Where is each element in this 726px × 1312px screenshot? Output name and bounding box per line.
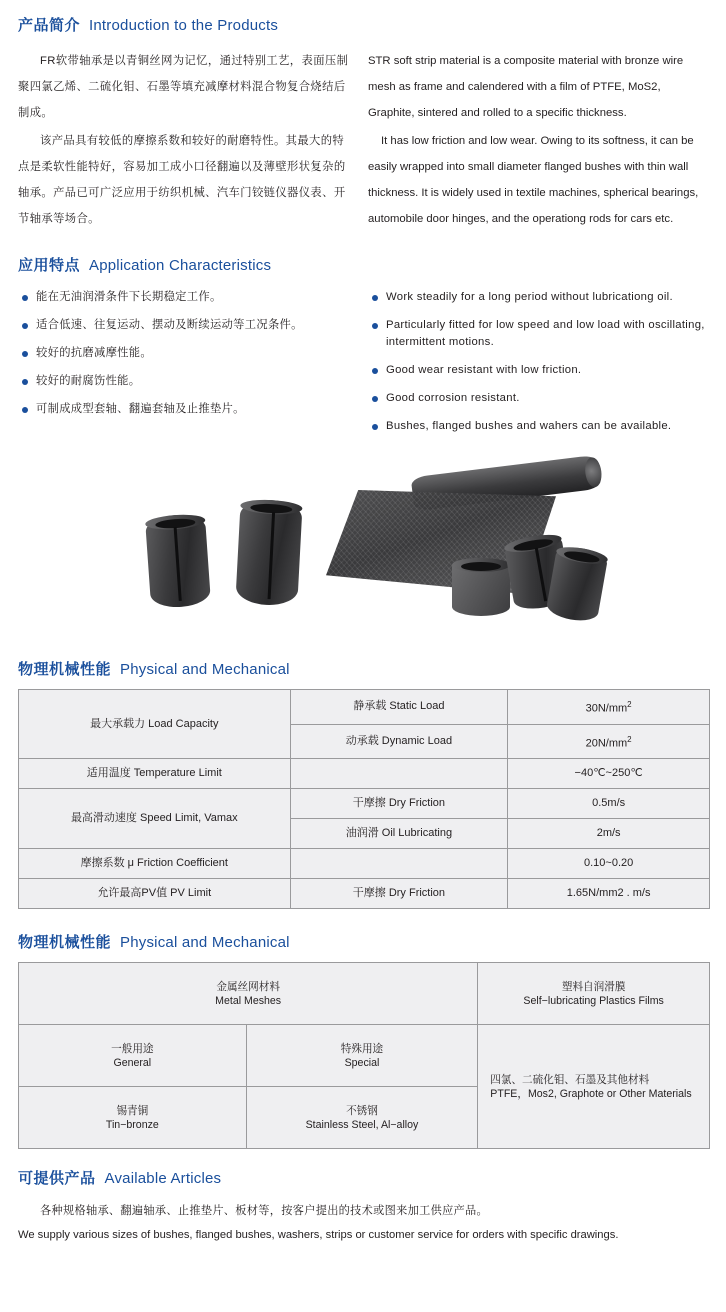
- section-heading-introduction: [0, 0, 726, 35]
- table-row: [19, 963, 710, 1025]
- table-row: [19, 690, 710, 725]
- bullet-dot-icon: [372, 295, 378, 301]
- list-item: [372, 317, 706, 351]
- bullet-dot-icon: [22, 407, 28, 413]
- table-cell-value: 1.65N/mm2 . m/s: [508, 879, 710, 909]
- table-cell-condition: 静承载 Static Load: [290, 690, 508, 725]
- table-cell-value: $30N/mm^2$: [508, 690, 710, 725]
- available-articles-en: We supply various sizes of bushes, flanged bushes, washers, strips or customer service for orders with specific drawings.: [18, 1229, 619, 1242]
- list-item-label: Good wear resistant with low friction.: [386, 364, 582, 376]
- list-item: [22, 289, 356, 306]
- section-heading-application: [0, 254, 726, 275]
- list-item-label: 较好的耐腐饬性能。: [36, 375, 141, 387]
- table-cell-property: 允许最高PV值 PV Limit: [19, 879, 291, 909]
- table-cell-condition: [290, 849, 508, 879]
- physical-properties-table: [18, 689, 710, 909]
- list-item: [22, 373, 356, 390]
- table-cell-plastics-film: 塑料自润滑膜 Self−lubricating Plastics Films: [478, 963, 710, 1025]
- table-cell-value: $20N/mm^2$: [508, 724, 710, 759]
- section-heading-en: Physical and Mechanical: [120, 661, 290, 678]
- introduction-en-paragraph: STR soft strip material is a composite material with bronze wire mesh as frame and calendered with a film of PTFE, MoS2, Graphite, sintered and rolled to a specific thickness.: [368, 55, 684, 119]
- table-row: [19, 849, 710, 879]
- application-characteristics: [0, 289, 726, 446]
- section-heading-physical-1: [0, 658, 726, 679]
- list-item-label: Work steadily for a long period without lubricationg oil.: [386, 291, 673, 303]
- table-cell-materials-list: 四氯、二硫化钼、石墨及其他材料 PTFE，Mos2, Graphote or Other Materials: [478, 1025, 710, 1149]
- table-row: [19, 789, 710, 819]
- list-item: [372, 362, 706, 379]
- section-heading-available-articles: [0, 1167, 726, 1188]
- section-heading-cn: 应用特点: [18, 257, 81, 274]
- section-heading-cn: 物理机械性能: [18, 661, 112, 678]
- list-item-label-continued: intermittent motions.: [386, 336, 495, 348]
- bullet-dot-icon: [372, 424, 378, 430]
- app-chars-en-list: [372, 289, 706, 446]
- table-cell-tin-bronze: 锡青铜 Tin−bronze: [19, 1087, 247, 1149]
- table-cell-value: −40℃~250℃: [508, 759, 710, 789]
- table-cell-condition: 干摩擦 Dry Friction: [290, 879, 508, 909]
- list-item-label: 可制成成型套轴、翻遍套轴及止推垫片。: [36, 403, 245, 415]
- table-cell-metal-meshes: 金属丝网材料 Metal Meshes: [19, 963, 478, 1025]
- table-cell-condition: 干摩擦 Dry Friction: [290, 789, 508, 819]
- section-heading-en: Introduction to the Products: [89, 17, 279, 34]
- list-item: [372, 418, 706, 435]
- available-articles-cn: 各种规格轴承、翻遍轴承、止推垫片、板材等，按客户提出的技术或图来加工供应产品。: [40, 1205, 489, 1218]
- list-item-label: Bushes, flanged bushes and wahers can be available.: [386, 420, 672, 432]
- table-cell-stainless-steel: 不锈钢 Stainless Steel, Al−alloy: [246, 1087, 478, 1149]
- mesh-bush-photo: [545, 544, 609, 624]
- introduction-en-paragraph: It has low friction and low wear. Owing to its softness, it can be easily wrapped into small diameter flanged bushes with thin wall thickness. It is widely used in textile machines, spherical bearings, automobile door hinges, and the operationg rods for cars etc.: [368, 135, 699, 225]
- bullet-dot-icon: [372, 396, 378, 402]
- table-cell-condition: 油润滑 Oil Lubricating: [290, 819, 508, 849]
- mesh-bush-photo: [452, 558, 510, 616]
- section-heading-cn: 可提供产品: [18, 1170, 96, 1188]
- introduction-cn-paragraph: FR软带轴承是以青铜丝网为记忆，通过特别工艺，表面压制聚四氯乙烯、二硫化钼、石墨等填充减摩材料混合物复合烧结后制成。: [18, 55, 349, 119]
- list-item-label: 能在无油润滑条件下长期稳定工作。: [36, 291, 222, 303]
- product-photo: [0, 458, 726, 658]
- table-cell-property: 最大承载力 Load Capacity: [19, 690, 291, 759]
- table-cell-value: 2m/s: [508, 819, 710, 849]
- table-cell-condition: [290, 759, 508, 789]
- flanged-bush-photo: [145, 513, 211, 609]
- table-cell-property: 摩擦系数 μ Friction Coefficient: [19, 849, 291, 879]
- bullet-dot-icon: [22, 295, 28, 301]
- bullet-dot-icon: [22, 379, 28, 385]
- table-row: [19, 1025, 710, 1087]
- table-row: [19, 879, 710, 909]
- table-row: [19, 759, 710, 789]
- section-heading-en: Application Characteristics: [89, 257, 272, 274]
- list-item-label: 较好的抗磨减摩性能。: [36, 347, 152, 359]
- list-item-label: Particularly fitted for low speed and low load with oscillating,: [386, 319, 705, 331]
- table-cell-value: 0.5m/s: [508, 789, 710, 819]
- list-item-label: 适合低速、往复运动、摆动及断续运动等工况条件。: [36, 319, 303, 331]
- table-cell-property: 适用温度 Temperature Limit: [19, 759, 291, 789]
- table-cell-property: 最高滑动速度 Speed Limit, Vamax: [19, 789, 291, 849]
- materials-structure-table: [18, 962, 710, 1149]
- table-cell-general-use: 一般用途 General: [19, 1025, 247, 1087]
- section-heading-cn: 物理机械性能: [18, 934, 112, 952]
- list-item: [22, 345, 356, 362]
- table-cell-value: 0.10~0.20: [508, 849, 710, 879]
- list-item: [22, 401, 356, 418]
- bullet-dot-icon: [22, 351, 28, 357]
- section-heading-physical-2: [0, 931, 726, 952]
- introduction-cn-column: [18, 48, 350, 234]
- section-heading-en: Physical and Mechanical: [120, 934, 290, 952]
- available-articles-body: [0, 1199, 726, 1247]
- list-item: [22, 317, 356, 334]
- list-item: [372, 390, 706, 407]
- bullet-dot-icon: [372, 368, 378, 374]
- section-heading-cn: 产品简介: [18, 17, 81, 34]
- table-cell-special-use: 特殊用途 Special: [246, 1025, 478, 1087]
- list-item: [372, 289, 706, 306]
- bullet-dot-icon: [372, 323, 378, 329]
- introduction-cn-paragraph: 该产品具有较低的摩擦系数和较好的耐磨特性。其最大的特点是柔软性能特好，容易加工成小口径翻遍以及薄壁形状复杂的轴承。产品已可广泛应用于纺织机械、汽车门铰链仪器仪表、开节轴承等场合。: [18, 135, 346, 225]
- section-heading-en: Available Articles: [104, 1170, 222, 1188]
- introduction-en-column: [368, 48, 700, 234]
- bullet-dot-icon: [22, 323, 28, 329]
- table-cell-condition: 动承载 Dynamic Load: [290, 724, 508, 759]
- introduction-body: [0, 48, 726, 234]
- app-chars-cn-list: [22, 289, 356, 446]
- flanged-bush-photo: [235, 498, 302, 606]
- list-item-label: Good corrosion resistant.: [386, 392, 520, 404]
